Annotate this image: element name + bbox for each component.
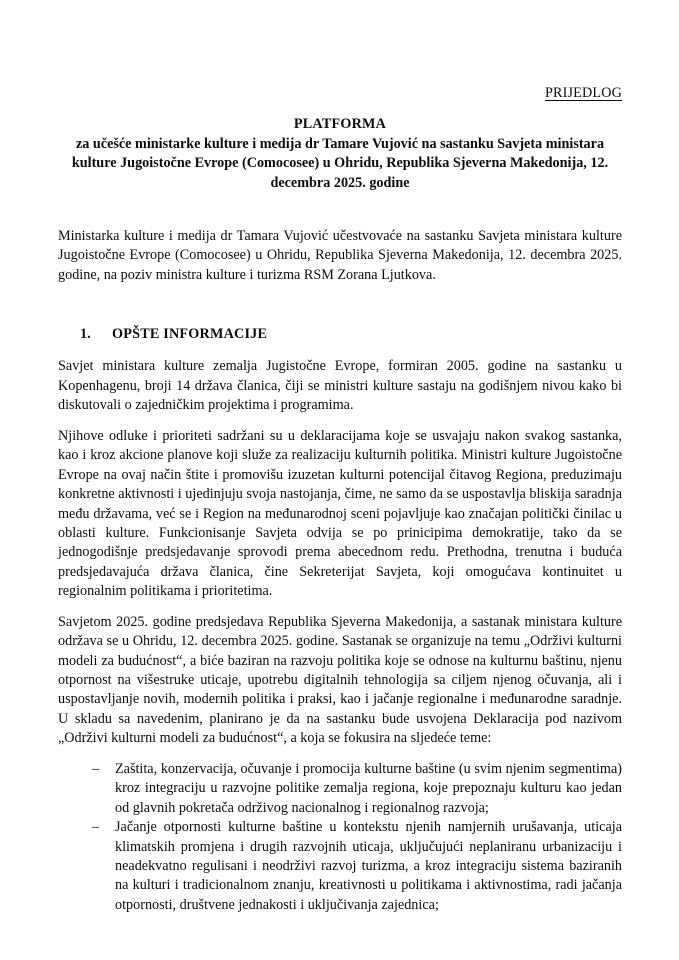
document-title-subtitle: za učešće ministarke kulture i medija dr Tamare Vujović na sastanku Savjeta ministara kulture Jugoistočne Evrope (Comocosee) u Ohridu, Republika Sjeverna Makedonija, 12. decembra 2025. godine xyxy=(71,135,609,191)
document-label: PRIJEDLOG xyxy=(544,85,622,101)
document-label-row xyxy=(58,84,622,102)
dash-bullet-icon: – xyxy=(92,819,100,836)
document-title-main: PLATFORMA xyxy=(293,115,387,132)
document-content xyxy=(58,0,622,915)
section-paragraph-2: Njihove odluke i prioriteti sadržani su u deklaracijama koje se usvajaju nakon svakog sastanka, kao i kroz akcione planove koji služe za realizaciju kulturnih politika. Ministri kulture Jugoistočne Evrope na ovaj način štite i promovišu izuzetan kulturni potencijal čitavog Regiona, preduzimaju konkretne aktivnosti i ujedinjuju svoja nastojanja, čime, ne samo da se uspostavlja bliskija saradnja među državama, već se i Region na međunarodnoj sceni pojavljuje kao značajan politički činilac u oblasti kulture. Funkcionisanje Savjeta odvija se po prinicipima demokratije, tako da se jednogodišnje predsjedavanje sprovodi prema abecednom redu. Prethodna, trenutna i buduća predsjedavajuća država članica, čine Sekreterijat Savjeta, koji omogućava kontinuitet u regionalnim politikama i prioritetima. xyxy=(58,428,622,600)
section-number: 1. xyxy=(80,325,91,342)
section-paragraph-3: Savjetom 2025. godine predsjedava Republika Sjeverna Makedonija, a sastanak ministara kulture održava se u Ohridu, 12. decembra 2025. godine. Sastanak se organizuje na temu „Održivi kulturni modeli za budućnost“, a biće baziran na razvoju politika koje se odnose na kulturnu baštinu, njenu otpornost na višestruke uticaje, upotrebu digitalnih tehnologija sa ciljem njenog očuvanja, ali i uspostavljanje novih, modernih politika i praksi, kao i jačanje regionalne i međunarodne saradnje. U skladu sa navedenim, planirano je da na sastanku bude usvojena Deklaracija pod nazivom „Održivi kulturni modeli za budućnost“, a koja se fokusira na sljedeće teme: xyxy=(58,613,622,747)
list-item-text: Zaštita, konzervacija, očuvanje i promocija kulturne baštine (u svim njenim segmentima) kroz integraciju u razvojne politike zemalja regiona, koje prepoznaju kulturu kao jedan od glavnih pokretača održivog nacionalnog i regionalnog razvoja; xyxy=(115,761,622,816)
list-item xyxy=(58,818,622,915)
intro-paragraph: Ministarka kulture i medija dr Tamara Vujović učestvovaće na sastanku Savjeta ministara kulture Jugoistočne Evrope (Comocosee) u Ohridu, Republika Sjeverna Makedonija, 12. decembra 2025. godine, na poziv ministra kulture i turizma RSM Zorana Ljutkova. xyxy=(58,227,622,283)
dash-bullet-icon: – xyxy=(92,761,100,778)
section-paragraph-1: Savjet ministara kulture zemalja Jugistočne Evrope, formiran 2005. godine na sastanku u Kopenhagenu, broji 14 država članica, čiji se ministri kulture sastaju na godišnjem nivou kako bi diskutovali o zajedničkim projektima i programima. xyxy=(58,358,622,414)
section-title: OPŠTE INFORMACIJE xyxy=(112,325,268,342)
section-heading-opste-informacije xyxy=(80,325,622,343)
theme-list xyxy=(58,760,622,915)
document-title-block xyxy=(58,115,622,193)
list-item-text: Jačanje otpornosti kulturne baštine u kontekstu njenih namjernih urušavanja, uticaja klimatskih promjena i drugih razvojnih uticaja, uključujući neplaniranu urbanizaciju i neadekvatno regulisani i neodrživi razvoj turizma, a kroz integraciju sistema baziranih na kulturi i tradicionalnom znanju, kreativnosti u politikama i aktivnostima, radi jačanja otpornosti, društvene jednakosti i uključivanja zajednica; xyxy=(115,819,622,913)
list-item xyxy=(58,760,622,818)
